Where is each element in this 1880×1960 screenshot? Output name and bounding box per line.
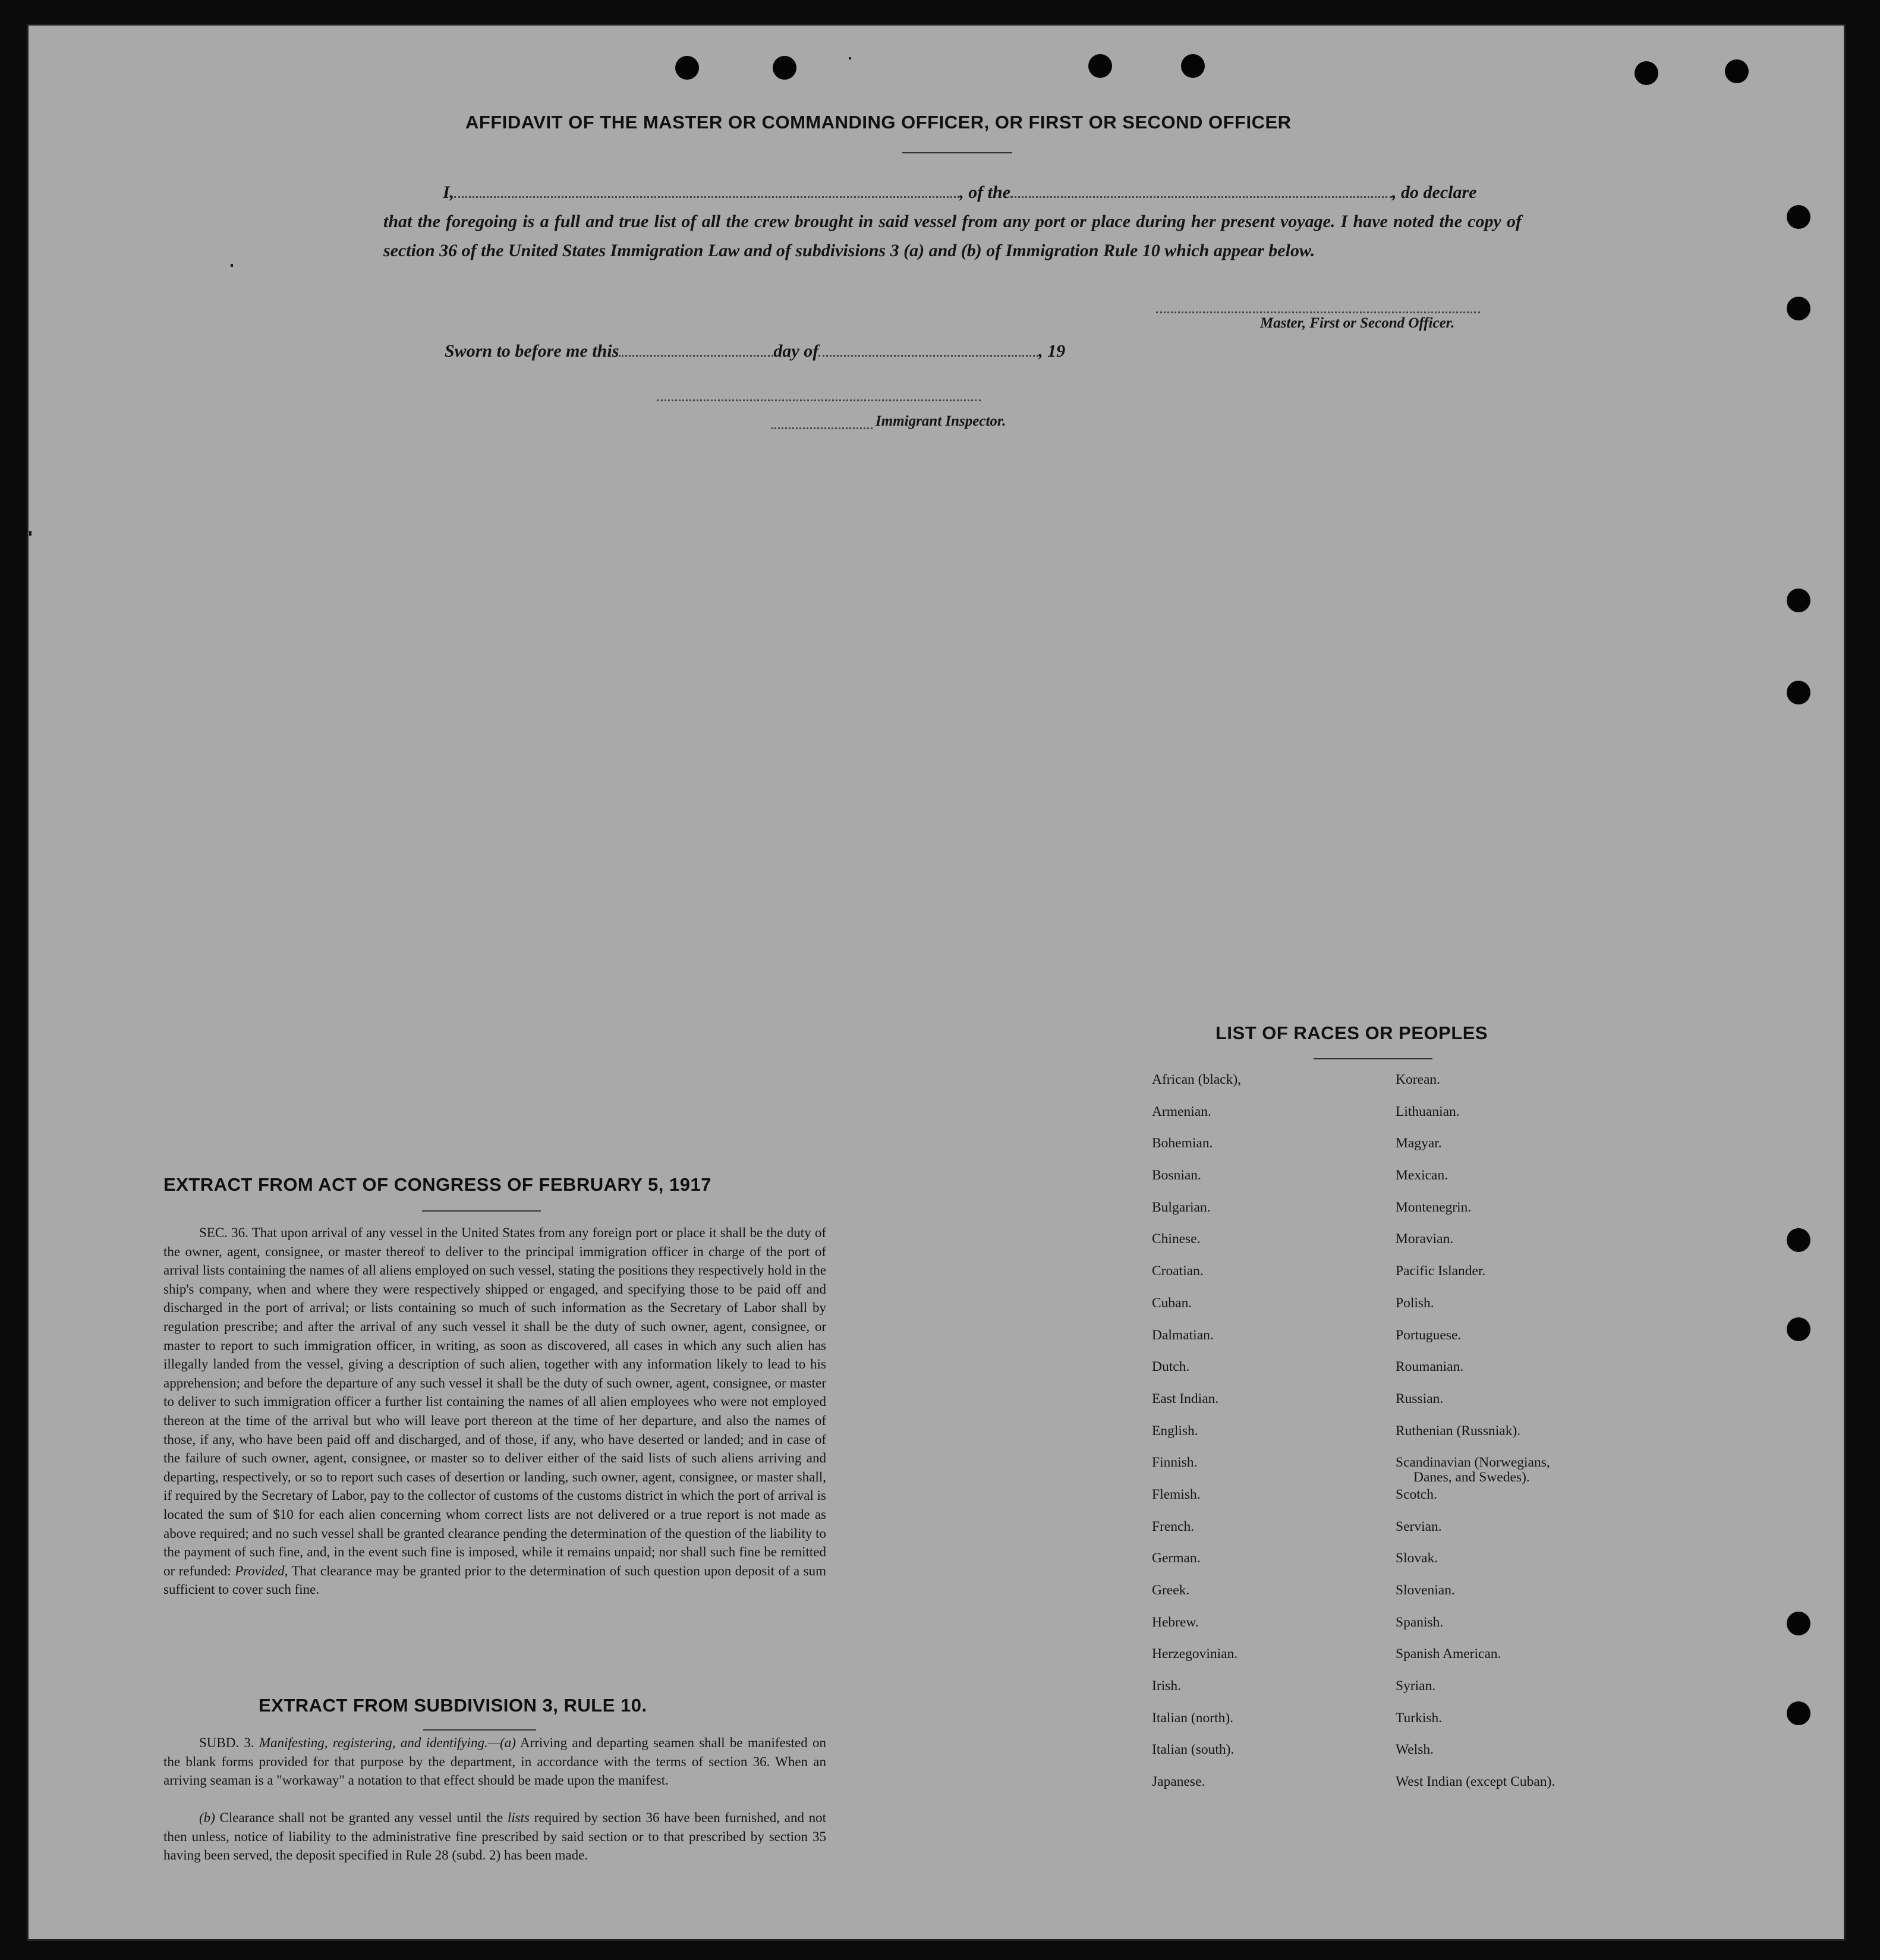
- race-list-item: Bohemian.: [1152, 1135, 1213, 1152]
- punch-hole: [1635, 61, 1658, 85]
- signer-label: Master, First or Second Officer.: [1260, 315, 1455, 331]
- race-list-item: Dutch.: [1152, 1359, 1190, 1375]
- sworn-month-blank: [818, 342, 1038, 357]
- subd-3b-text: [163, 1808, 826, 1865]
- affidavit-declaration-line: [443, 182, 1476, 203]
- vessel-blank: [1010, 182, 1392, 198]
- punch-hole: [1725, 59, 1749, 83]
- affidavit-of-the-label: , of the: [959, 183, 1011, 202]
- affidavit-do-declare-label: , do declare: [1392, 183, 1477, 202]
- race-list-item: Irish.: [1152, 1678, 1181, 1694]
- sworn-day-of: day of: [773, 341, 819, 361]
- punch-hole: [1787, 1228, 1810, 1252]
- race-list-item: Japanese.: [1152, 1774, 1205, 1790]
- race-list-item: Roumanian.: [1396, 1359, 1464, 1375]
- sworn-prefix: Sworn to before me this: [445, 341, 619, 361]
- race-list-item: Flemish.: [1152, 1486, 1201, 1502]
- race-list-item: Portuguese.: [1396, 1327, 1462, 1343]
- race-list-item: Finnish.: [1152, 1455, 1198, 1471]
- race-list-item: Greek.: [1152, 1583, 1190, 1598]
- act-text-main: SEC. 36. That upon arrival of any vessel in the United States from any foreign port or place it shall be the duty of the owner, agent, consignee, or master thereof to deliver to the principal immigration officer in charge of the port of arrival lists containing the names of all aliens employed on such vessel, stating the positions they respectively hold in the ship's company, when and where they were respectively shipped or engaged, and specifying those to be paid off and discharged in the port of arrival; or lists containing so much of such information as the Secretary of Labor shall by regulation prescribe; and after the arrival of any such vessel it shall be the duty of such owner, agent, consignee, or master to report to such immigration officer, in writing, as soon as discovered, all cases in which any such alien has illegally landed from the vessel, giving a description of such alien, together with any information likely to lead to his apprehension; and before the departure of any such vessel it shall be the duty of such owner, agent, consignee, or master to deliver to such immigration officer a further list containing the names of all alien employees who were not employed thereon at the time of the arrival but who will leave port thereon at the time of her departure, and also the names of those, if any, who have been paid off and discharged, and of those, if any, who have deserted or landed; and in case of the failure of such owner, agent, consignee, or master so to deliver either of the said lists of such aliens arriving and departing, respectively, or so to report such cases of desertion or landing, such owner, agent, consignee, or master shall, if required by the Secretary of Labor, pay to the collector of customs of the customs district in which the port of arrival is located the sum of $10 for each alien concerning whom correct lists are not delivered or a true report is not made as above required; and no such vessel shall be granted clearance pending the determination of the question of the liability to the payment of such fine, and, in the event such fine is imposed, while it remains unpaid; nor shall such fine be remitted or refunded:: [163, 1225, 826, 1578]
- race-list-item: Turkish.: [1396, 1710, 1443, 1726]
- race-list-item: Montenegrin.: [1396, 1199, 1472, 1215]
- paper-mark: [231, 264, 233, 267]
- punch-hole: [1787, 1701, 1810, 1725]
- subd-heading: Manifesting, registering, and identifying.—(a): [259, 1735, 516, 1750]
- race-list-item: Scandinavian (Norwegians,: [1396, 1455, 1550, 1471]
- races-title: LIST OF RACES OR PEOPLES: [1215, 1023, 1488, 1043]
- race-list-item: Polish.: [1396, 1295, 1434, 1311]
- races-column-left: [1152, 1071, 1241, 1805]
- race-list-item: French.: [1152, 1518, 1195, 1534]
- race-list-item: Italian (south).: [1152, 1742, 1235, 1758]
- race-list-item: Syrian.: [1396, 1678, 1436, 1694]
- punch-hole: [675, 56, 699, 80]
- subd-a-text: Arriving and departing seamen shall be manifested on the blank forms provided for that purpose by the department, in accordance with the terms of section 36. When an arriving seaman is a "workaway" a notation to that effect should be made upon the manifest.: [163, 1735, 826, 1788]
- affidavit-body: that the foregoing is a full and true list of all the crew brought in said vessel from any port or place during her present voyage. I have noted the copy of section 36 of the United States Immigration Law and of subdivisions 3 (a) and (b) of Immigration Rule 10 which appear below.: [383, 212, 1522, 260]
- name-blank: [454, 182, 959, 198]
- act-section-36-text: [163, 1223, 826, 1599]
- race-list-item: Magyar.: [1396, 1135, 1442, 1152]
- race-list-item: English.: [1152, 1423, 1198, 1439]
- subd-b-lists-word: lists: [507, 1810, 530, 1825]
- punch-hole: [1787, 1612, 1810, 1635]
- punch-hole: [1181, 54, 1205, 78]
- race-list-item: Chinese.: [1152, 1231, 1201, 1247]
- subd-b-text-2: required by section 36 have been furnished, and not then unless, notice of liability to the administrative fine prescribed by said section or to that prescribed by section 35 having been served, the deposit specified in Rule 28 (subd. 2) has been made.: [163, 1810, 827, 1863]
- subd-label: SUBD. 3.: [199, 1735, 254, 1750]
- paper-mark: [29, 531, 32, 536]
- race-list-item: Pacific Islander.: [1396, 1263, 1486, 1279]
- race-list-item: Dalmatian.: [1152, 1327, 1214, 1343]
- race-list-item: Spanish American.: [1396, 1646, 1501, 1662]
- race-list-item: Bosnian.: [1152, 1168, 1201, 1184]
- punch-hole: [1787, 297, 1810, 320]
- document-sheet: [27, 24, 1846, 1941]
- punch-hole: [1787, 589, 1810, 612]
- act-extract-title: EXTRACT FROM ACT OF CONGRESS OF FEBRUARY 5, 1917: [163, 1174, 711, 1195]
- race-list-item: Ruthenian (Russniak).: [1396, 1423, 1521, 1439]
- race-list-item: Armenian.: [1152, 1103, 1211, 1119]
- punch-hole: [1787, 205, 1810, 229]
- paper-mark: [849, 57, 851, 59]
- race-list-item: Slovak.: [1396, 1550, 1438, 1566]
- signature-line: [1156, 312, 1480, 313]
- race-list-item: East Indian.: [1152, 1390, 1219, 1407]
- inspector-signature-line: [657, 399, 981, 401]
- race-list-item: Herzegovinian.: [1152, 1646, 1238, 1662]
- affidavit-title: AFFIDAVIT OF THE MASTER OR COMMANDING OFFICER, OR FIRST OR SECOND OFFICER: [465, 112, 1292, 133]
- sworn-line: [445, 341, 1065, 361]
- act-text-end: That clearance may be granted prior to the determination of such question upon deposit of a sum sufficient to cover such fine.: [163, 1563, 826, 1597]
- rule-extract-title: EXTRACT FROM SUBDIVISION 3, RULE 10.: [259, 1695, 647, 1716]
- act-extract-rule: [422, 1210, 541, 1212]
- race-list-item: Bulgarian.: [1152, 1199, 1211, 1215]
- affidavit-i-label: I,: [443, 183, 455, 202]
- race-list-item: Croatian.: [1152, 1263, 1204, 1279]
- race-list-item: Russian.: [1396, 1390, 1444, 1407]
- race-list-item: Slovenian.: [1396, 1583, 1455, 1598]
- punch-hole: [1787, 681, 1810, 704]
- inspector-signature-line-short: [771, 427, 873, 429]
- punch-hole: [773, 56, 796, 80]
- race-scandinavian-continuation: Danes, and Swedes).: [1413, 1470, 1530, 1485]
- race-list-item: German.: [1152, 1550, 1201, 1566]
- affidavit-title-rule: [902, 152, 1012, 153]
- race-list-item: West Indian (except Cuban).: [1396, 1774, 1555, 1790]
- subd-3a-text: [163, 1734, 826, 1790]
- race-list-item: Servian.: [1396, 1518, 1442, 1534]
- sworn-day-blank: [619, 342, 773, 357]
- races-column-right: [1396, 1071, 1555, 1805]
- punch-hole: [1088, 54, 1112, 78]
- rule-extract-rule: [423, 1729, 536, 1731]
- race-list-item: Cuban.: [1152, 1295, 1192, 1311]
- subd-b-text-1: Clearance shall not be granted any vessel until the: [219, 1810, 503, 1825]
- race-list-item: Spanish.: [1396, 1614, 1444, 1630]
- race-list-item: African (black),: [1152, 1072, 1242, 1087]
- inspector-label: Immigrant Inspector.: [876, 413, 1006, 429]
- race-list-item: Italian (north).: [1152, 1710, 1234, 1726]
- race-list-item: Korean.: [1396, 1072, 1441, 1087]
- race-list-item: Moravian.: [1396, 1231, 1454, 1247]
- act-provided-word: Provided,: [235, 1563, 288, 1578]
- race-list-item: Hebrew.: [1152, 1614, 1199, 1630]
- race-list-item: Lithuanian.: [1396, 1103, 1460, 1119]
- race-list-item: Welsh.: [1396, 1742, 1434, 1758]
- subd-b-label: (b): [199, 1810, 215, 1825]
- race-list-item: Mexican.: [1396, 1168, 1448, 1184]
- races-title-rule: [1314, 1058, 1432, 1059]
- sworn-year: , 19: [1038, 341, 1066, 361]
- race-list-item: Scotch.: [1396, 1486, 1437, 1502]
- punch-hole: [1787, 1317, 1810, 1341]
